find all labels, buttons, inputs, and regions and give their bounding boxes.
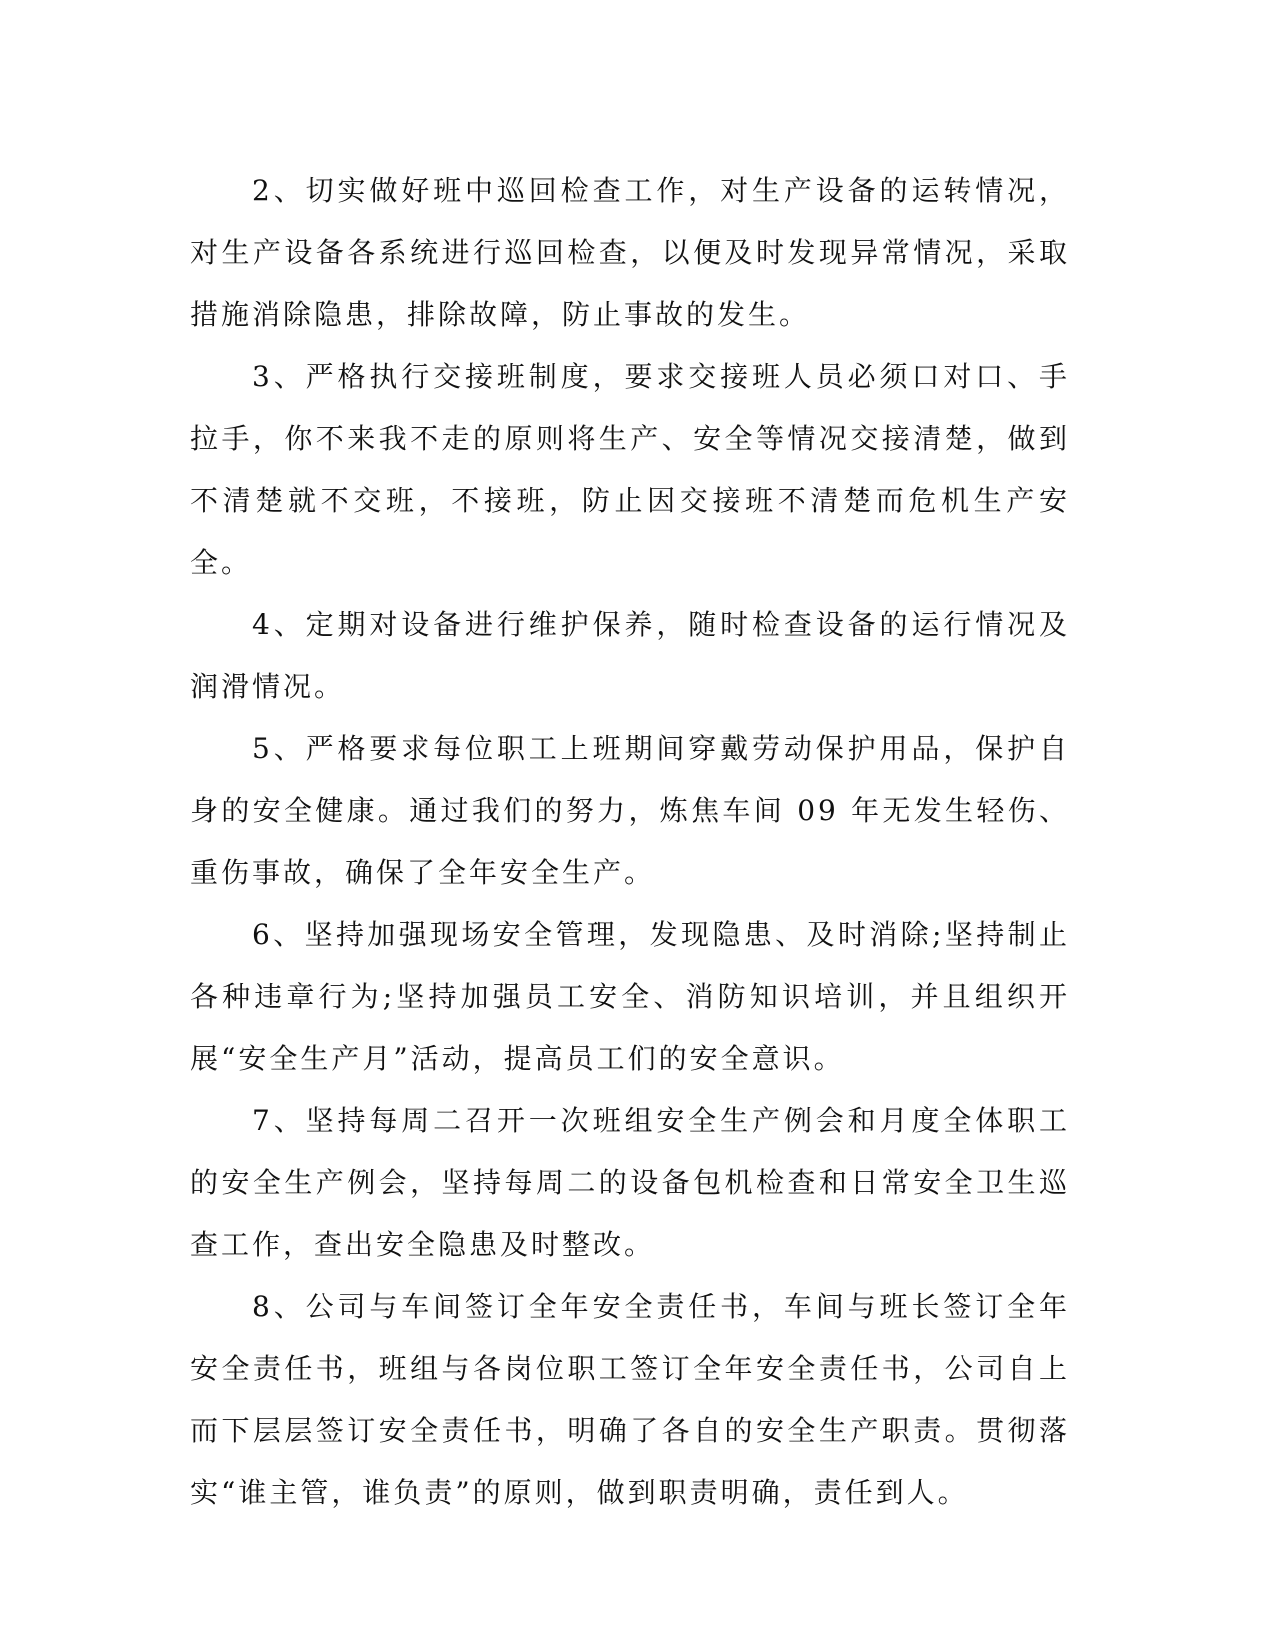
document-body (190, 160, 1070, 1524)
paragraph-item-4: 4、定期对设备进行维护保养，随时检查设备的运行情况及润滑情况。 (190, 608, 1070, 703)
paragraph-item-7: 7、坚持每周二召开一次班组安全生产例会和月度全体职工的安全生产例会，坚持每周二的设备包机检查和日常安全卫生巡查工作，查出安全隐患及时整改。 (190, 1104, 1070, 1261)
paragraph-item-5: 5、严格要求每位职工上班期间穿戴劳动保护用品，保护自身的安全健康。通过我们的努力，炼焦车间 09 年无发生轻伤、重伤事故，确保了全年安全生产。 (190, 732, 1070, 889)
paragraph-item-8: 8、公司与车间签订全年安全责任书，车间与班长签订全年安全责任书，班组与各岗位职工签订全年安全责任书，公司自上而下层层签订安全责任书，明确了各自的安全生产职责。贯彻落实“谁主管，谁负责”的原则，做到职责明确，责任到人。 (190, 1290, 1070, 1509)
paragraph-item-6: 6、坚持加强现场安全管理，发现隐患、及时消除;坚持制止各种违章行为;坚持加强员工安全、消防知识培训，并且组织开展“安全生产月”活动，提高员工们的安全意识。 (190, 918, 1070, 1075)
paragraph-item-2: 2、切实做好班中巡回检查工作，对生产设备的运转情况，对生产设备各系统进行巡回检查，以便及时发现异常情况，采取措施消除隐患，排除故障，防止事故的发生。 (190, 174, 1070, 331)
paragraph-item-3: 3、严格执行交接班制度，要求交接班人员必须口对口、手拉手，你不来我不走的原则将生产、安全等情况交接清楚，做到不清楚就不交班，不接班，防止因交接班不清楚而危机生产安全。 (190, 360, 1070, 579)
